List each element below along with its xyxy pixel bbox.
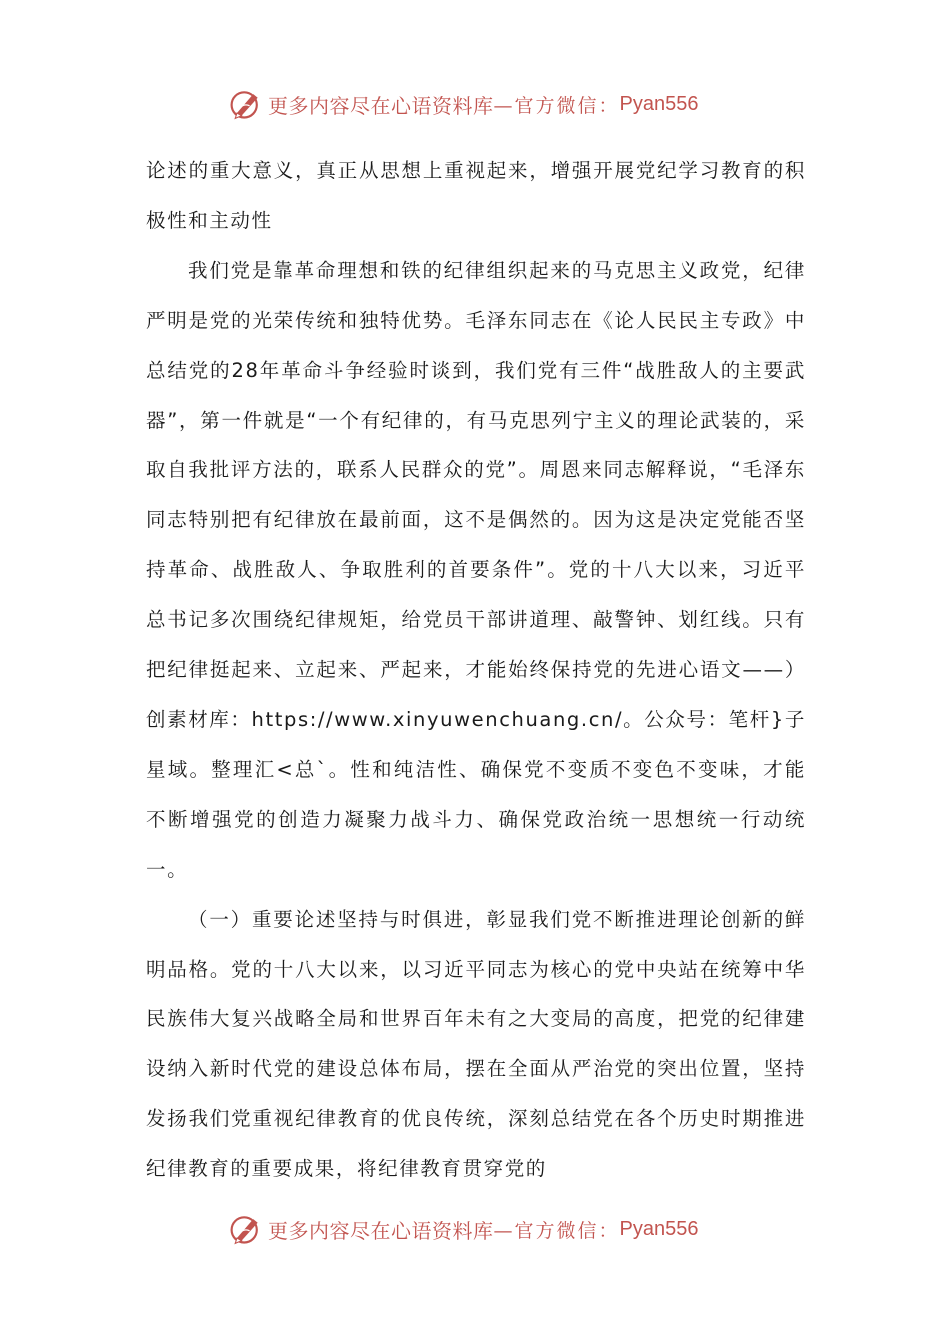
pen-logo-icon bbox=[228, 86, 264, 122]
document-body bbox=[146, 146, 806, 1194]
header-banner bbox=[228, 84, 698, 124]
paragraph-1: 我们党是靠革命理想和铁的纪律组织起来的马克思主义政党，纪律严明是党的光荣传统和独特优势。毛泽东同志在《论人民民主专政》中总结党的28年革命斗争经验时谈到，我们党有三件“战胜敌人的主要武器”，第一件就是“一个有纪律的，有马克思列宁主义的理论武装的，采取自我批评方法的，联系人民群众的党”。周恩来同志解释说，“毛泽东同志特别把有纪律放在最前面，这不是偶然的。因为这是决定党能否坚持革命、战胜敌人、争取胜利的首要条件”。党的十八大以来，习近平总书记多次围绕纪律规矩，给党员干部讲道理、敲警钟、划红线。只有把纪律挺起来、立起来、严起来，才能始终保持党的先进心语文——）创素材库：https://www.xinyuwenchuang.cn/。公众号：笔杆}子星域。整理汇<总`。性和纯洁性、确保党不变质不变色不变味，才能不断增强党的创造力凝聚力战斗力、确保党政治统一思想统一行动统一。 bbox=[146, 258, 806, 881]
footer-banner bbox=[228, 1209, 698, 1249]
banner-tagline: —官方微信： bbox=[493, 1219, 620, 1242]
banner-title: 更多内容尽在心语资料库 bbox=[268, 93, 494, 118]
pen-logo-icon bbox=[228, 1211, 264, 1247]
banner-title: 更多内容尽在心语资料库 bbox=[268, 1218, 494, 1243]
banner-wechat-id: Pyan556 bbox=[619, 1217, 699, 1240]
banner-tagline: —官方微信： bbox=[493, 94, 620, 117]
heading-continuation: 论述的重大意义，真正从思想上重视起来，增强开展党纪学习教育的积极性和主动性 bbox=[146, 159, 806, 232]
paragraph-2: （一）重要论述坚持与时俱进，彰显我们党不断推进理论创新的鲜明品格。党的十八大以来，以习近平同志为核心的党中央站在统筹中华民族伟大复兴战略全局和世界百年未有之大变局的高度，把党的纪律建设纳入新时代党的建设总体布局，摆在全面从严治党的突出位置，坚持发扬我们党重视纪律教育的优良传统，深刻总结党在各个历史时期推进纪律教育的重要成果，将纪律教育贯穿党的 bbox=[146, 907, 806, 1181]
banner-wechat-id: Pyan556 bbox=[619, 92, 699, 115]
